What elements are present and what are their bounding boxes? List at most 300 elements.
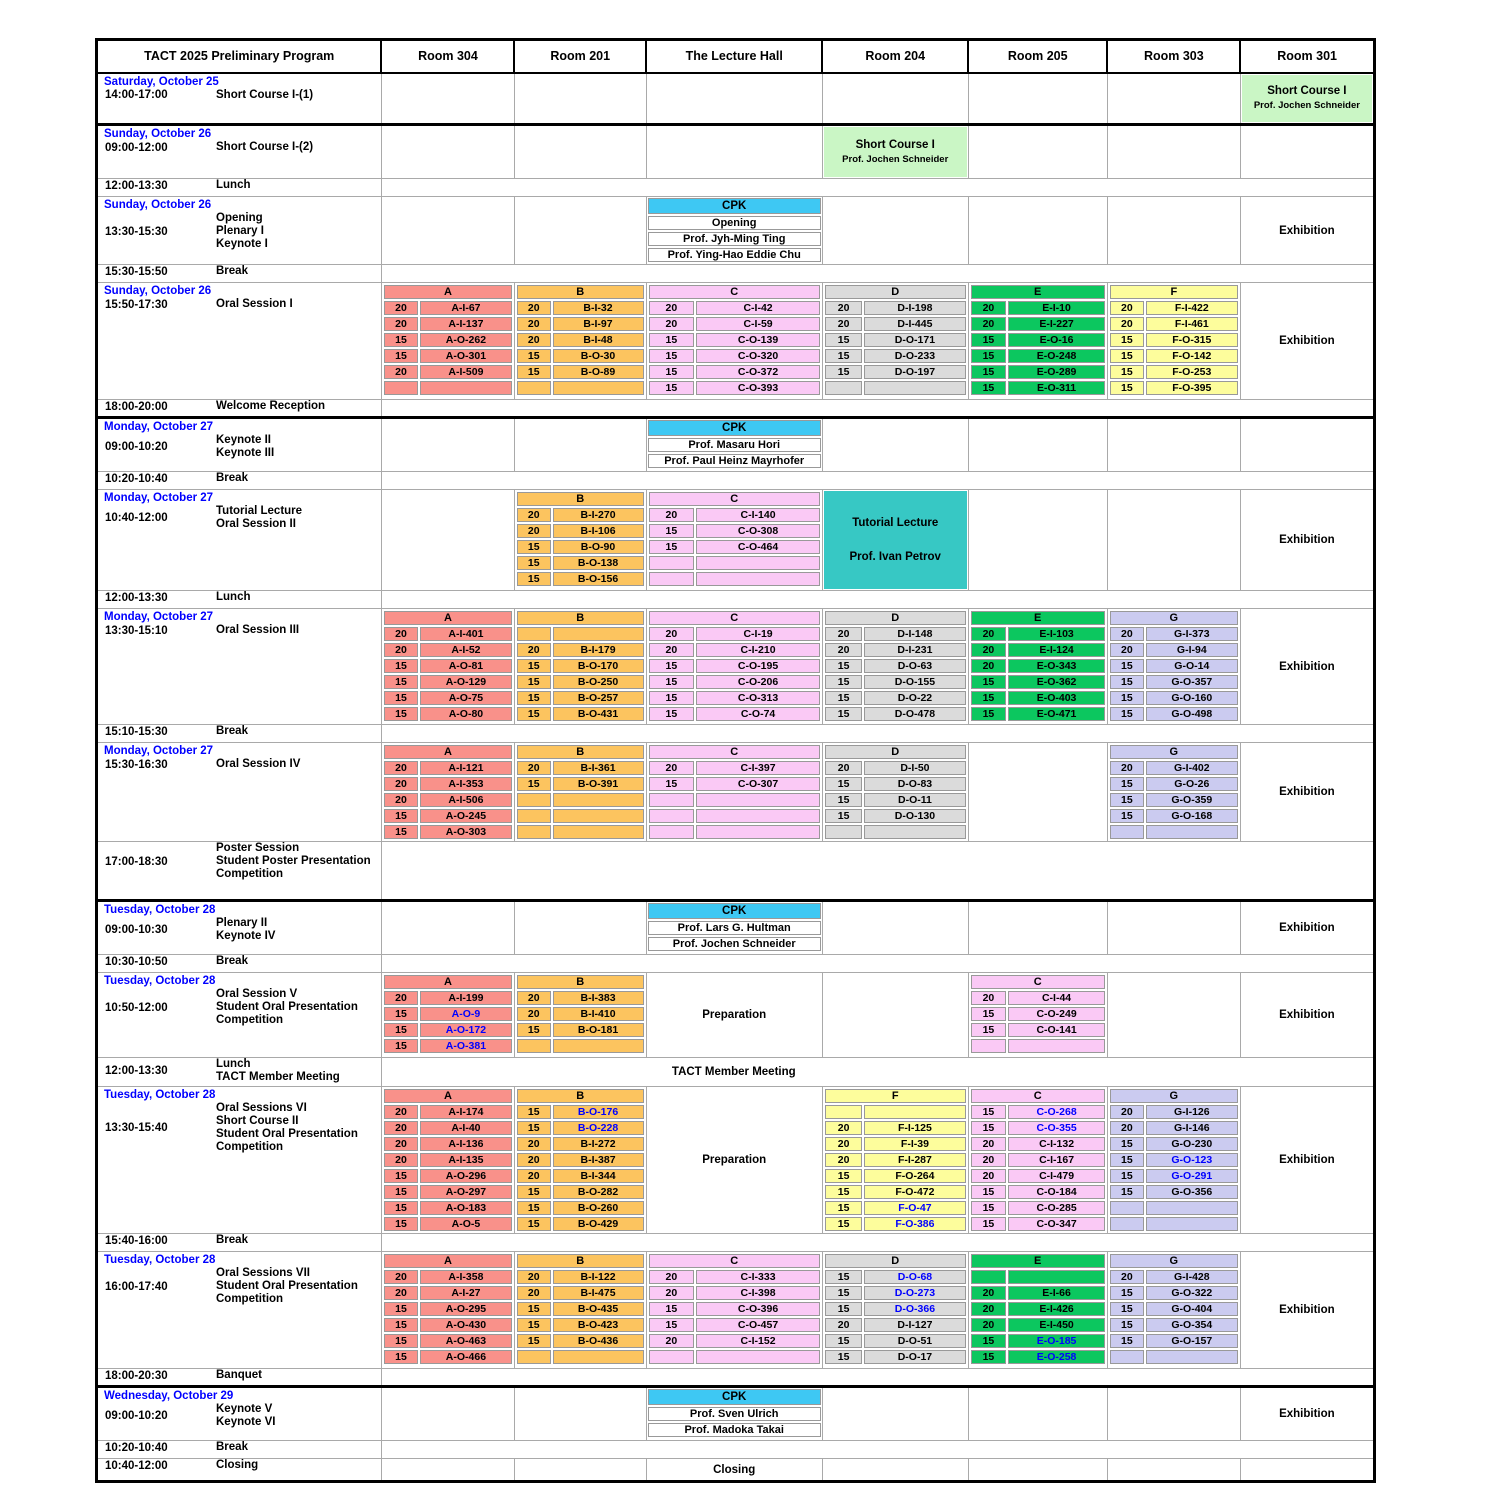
- monday-keynotes--lecture-hall: [646, 418, 822, 472]
- event-label: Student Oral Presentation Competition: [216, 1001, 358, 1026]
- session-row: [517, 1302, 644, 1316]
- duration: 15: [1110, 1318, 1144, 1332]
- duration: 20: [971, 1318, 1007, 1332]
- paper-id: C-O-139: [696, 333, 820, 347]
- monday-keynotes--room-205: [968, 418, 1107, 472]
- break-1: [97, 265, 1375, 283]
- event-label: Lunch: [216, 1058, 251, 1070]
- session-row: [1110, 675, 1238, 689]
- session-row: [971, 349, 1105, 363]
- session-row: [971, 1286, 1105, 1300]
- session-row: [971, 1137, 1105, 1151]
- duration: 15: [825, 659, 862, 673]
- time-range: 10:40-12:00: [105, 512, 168, 524]
- session-row: [825, 643, 966, 657]
- duration: 15: [971, 1023, 1007, 1037]
- event-label: Plenary I: [216, 225, 264, 237]
- session-letter: D: [825, 745, 966, 759]
- paper-id: G-O-26: [1146, 777, 1238, 791]
- duration: 15: [649, 524, 695, 538]
- event-label: Short Course I-(1): [216, 88, 314, 101]
- session-row: [517, 556, 644, 570]
- session-row: [649, 675, 820, 689]
- duration: 15: [649, 675, 695, 689]
- duration: 15: [649, 1318, 695, 1332]
- duration: 15: [1110, 1137, 1144, 1151]
- lunch-sunday--label-cell: [97, 179, 382, 197]
- session-row: [1110, 1334, 1238, 1348]
- session-table-E: [969, 1252, 1107, 1366]
- paper-id: C-I-140: [696, 508, 820, 522]
- oral-session-4--room-205: [968, 743, 1107, 842]
- duration: 15: [825, 707, 862, 721]
- session-row: [384, 1350, 512, 1364]
- session-letter: B: [517, 492, 644, 506]
- session-row: [1110, 301, 1238, 315]
- paper-id: [420, 381, 512, 395]
- oral-session-7--room-205: [968, 1252, 1107, 1369]
- duration: 15: [971, 1121, 1007, 1135]
- paper-id: B-O-228: [553, 1121, 644, 1135]
- duration: 15: [517, 556, 551, 570]
- event-block: [1242, 75, 1372, 123]
- session-table-D: [823, 283, 968, 397]
- duration: 15: [1110, 365, 1144, 379]
- cell-text: Exhibition: [1279, 660, 1335, 673]
- session-row: [384, 1185, 512, 1199]
- paper-id: D-O-273: [864, 1286, 965, 1300]
- session-letter: D: [825, 1254, 966, 1268]
- event-label: Break: [216, 1441, 248, 1453]
- duration: 15: [825, 691, 862, 705]
- paper-id: F-O-472: [864, 1185, 965, 1199]
- paper-id: D-I-127: [864, 1318, 965, 1332]
- duration: 15: [384, 707, 418, 721]
- time-range: 10:50-12:00: [105, 1001, 168, 1014]
- session-row: [517, 317, 644, 331]
- event-label: Lunch: [216, 179, 251, 191]
- paper-id: C-O-464: [696, 540, 820, 554]
- paper-id: E-I-10: [1008, 301, 1105, 315]
- duration: 20: [649, 643, 695, 657]
- paper-id: G-O-291: [1146, 1169, 1238, 1183]
- closing--room-205: [968, 1459, 1107, 1482]
- cpk-title: CPK: [648, 903, 821, 919]
- closing--room-201: [514, 1459, 646, 1482]
- paper-id: D-O-63: [864, 659, 965, 673]
- duration: 20: [971, 301, 1007, 315]
- event-label: Keynote I: [216, 238, 268, 250]
- duration: 15: [517, 349, 551, 363]
- paper-id: F-O-315: [1146, 333, 1238, 347]
- event-label: Oral Session IV: [216, 758, 301, 770]
- paper-id: D-O-233: [864, 349, 965, 363]
- oral-session-7--lecture-hall: [646, 1252, 822, 1369]
- paper-id: C-I-167: [1008, 1153, 1105, 1167]
- oral-session-5--lecture-hall: [646, 973, 822, 1058]
- oral-session-1--room-303: [1107, 283, 1240, 400]
- paper-id: G-O-160: [1146, 691, 1238, 705]
- session-row: [517, 349, 644, 363]
- cell-text: Exhibition: [1279, 922, 1335, 934]
- paper-id: F-I-39: [864, 1137, 965, 1151]
- session-row: [649, 301, 820, 315]
- session-row: [825, 627, 966, 641]
- cell-text: Closing: [713, 1463, 756, 1476]
- session-table-B: [515, 609, 646, 723]
- duration: 15: [1110, 675, 1144, 689]
- oral-session-1--room-304: [381, 283, 514, 400]
- tutorial-oral-session-2--lecture-hall: [646, 490, 822, 591]
- paper-id: C-I-152: [696, 1334, 820, 1348]
- oral-session-3--room-201: [514, 609, 646, 725]
- session-table-B: [515, 1087, 646, 1233]
- time-range: 13:30-15:40: [105, 1122, 168, 1134]
- cpk-title: CPK: [648, 1389, 821, 1405]
- paper-id: B-I-383: [553, 991, 644, 1005]
- day-heading: Sunday, October 26: [104, 285, 212, 297]
- event-label: Student Oral Presentation Competition: [216, 1128, 358, 1153]
- session-row: [517, 1121, 644, 1135]
- paper-id: B-I-32: [553, 301, 644, 315]
- session-row: [384, 1023, 512, 1037]
- paper-id: [696, 793, 820, 807]
- session-row: [384, 627, 512, 641]
- paper-id: [864, 825, 965, 839]
- oral-session-3--label-cell: [97, 609, 382, 725]
- duration: 20: [825, 1153, 862, 1167]
- duration: [517, 1039, 551, 1053]
- duration: 20: [517, 317, 551, 331]
- session-row: [649, 556, 820, 570]
- tutorial-oral-session-2--room-301: [1240, 490, 1374, 591]
- duration: 20: [971, 1302, 1007, 1316]
- event-label: Poster Session: [216, 842, 300, 854]
- paper-id: B-O-429: [553, 1217, 644, 1231]
- wednesday-keynotes--room-303: [1107, 1387, 1240, 1441]
- duration: 15: [971, 675, 1007, 689]
- paper-id: A-I-174: [420, 1105, 512, 1119]
- session-letter: A: [384, 975, 512, 989]
- session-row: [517, 691, 644, 705]
- duration: 20: [825, 1318, 862, 1332]
- paper-id: B-O-435: [553, 1302, 644, 1316]
- session-row: [971, 627, 1105, 641]
- paper-id: A-I-401: [420, 627, 512, 641]
- session-row: [384, 317, 512, 331]
- session-row: [517, 1007, 644, 1021]
- paper-id: A-O-183: [420, 1201, 512, 1215]
- duration: 15: [825, 1169, 862, 1183]
- duration: 20: [384, 1153, 418, 1167]
- break-3--merged: [381, 725, 1374, 743]
- break-4--label-cell: [97, 955, 382, 973]
- duration: 15: [825, 675, 862, 689]
- room-header-room-204: Room 204: [822, 40, 968, 73]
- sunday-short-course--room-201: [514, 125, 646, 179]
- session-row: [517, 1201, 644, 1215]
- oral-session-6--room-301: [1240, 1087, 1374, 1234]
- paper-id: B-O-170: [553, 659, 644, 673]
- session-row: [517, 381, 644, 395]
- session-row: [649, 659, 820, 673]
- paper-id: G-O-123: [1146, 1153, 1238, 1167]
- oral-session-6--room-204: [822, 1087, 968, 1234]
- session-row: [517, 643, 644, 657]
- session-row: [384, 1039, 512, 1053]
- paper-id: G-O-157: [1146, 1334, 1238, 1348]
- session-row: [517, 333, 644, 347]
- session-row: [649, 777, 820, 791]
- session-row: [825, 365, 966, 379]
- wednesday-keynotes--room-301: [1240, 1387, 1374, 1441]
- session-row: [1110, 333, 1238, 347]
- session-row: [1110, 1153, 1238, 1167]
- oral-session-7--room-301: [1240, 1252, 1374, 1369]
- duration: 15: [517, 1318, 551, 1332]
- session-row: [1110, 691, 1238, 705]
- lunch-sunday--merged: [381, 179, 1374, 197]
- duration: 20: [384, 627, 418, 641]
- session-row: [649, 1302, 820, 1316]
- session-row: [971, 1318, 1105, 1332]
- session-letter: B: [517, 1089, 644, 1103]
- session-table-B: [515, 283, 646, 397]
- session-row: [384, 991, 512, 1005]
- paper-id: D-O-22: [864, 691, 965, 705]
- event-label: Student Oral Presentation Competition: [216, 1280, 358, 1305]
- tutorial-oral-session-2--room-304: [381, 490, 514, 591]
- saturday-short-course--room-301: [1240, 73, 1374, 125]
- duration: 15: [517, 777, 551, 791]
- paper-id: B-O-436: [553, 1334, 644, 1348]
- duration: [1110, 825, 1144, 839]
- program-title: TACT 2025 Preliminary Program: [97, 40, 382, 73]
- duration: 15: [1110, 1153, 1144, 1167]
- duration: 15: [1110, 777, 1144, 791]
- session-table-G: [1108, 1087, 1240, 1233]
- paper-id: D-O-68: [864, 1270, 965, 1284]
- session-row: [1110, 1270, 1238, 1284]
- sunday-opening--room-201: [514, 197, 646, 265]
- session-row: [1110, 1201, 1238, 1215]
- duration: 15: [1110, 381, 1144, 395]
- paper-id: A-O-296: [420, 1169, 512, 1183]
- session-row: [384, 691, 512, 705]
- event-label: Break: [216, 265, 248, 277]
- session-letter: A: [384, 1254, 512, 1268]
- session-row: [825, 809, 966, 823]
- lunch-tact-member-meeting--merged: [381, 1058, 1374, 1087]
- paper-id: A-O-466: [420, 1350, 512, 1364]
- paper-id: G-O-230: [1146, 1137, 1238, 1151]
- sunday-opening--room-204: [822, 197, 968, 265]
- session-letter: G: [1110, 1089, 1238, 1103]
- paper-id: C-O-320: [696, 349, 820, 363]
- session-row: [825, 691, 966, 705]
- tuesday-plenary--room-204: [822, 901, 968, 955]
- duration: 20: [971, 317, 1007, 331]
- paper-id: C-I-210: [696, 643, 820, 657]
- duration: 15: [1110, 707, 1144, 721]
- duration: 15: [971, 1217, 1007, 1231]
- session-row: [384, 301, 512, 315]
- session-row: [971, 1023, 1105, 1037]
- wednesday-keynotes: [97, 1387, 1375, 1441]
- session-row: [971, 1302, 1105, 1316]
- paper-id: B-O-431: [553, 707, 644, 721]
- tutorial-oral-session-2--room-205: [968, 490, 1107, 591]
- session-row: [825, 1105, 966, 1119]
- sunday-short-course--label-cell: [97, 125, 382, 179]
- time-range: 15:40-16:00: [105, 1234, 168, 1247]
- room-header-room-304: Room 304: [381, 40, 514, 73]
- paper-id: G-O-14: [1146, 659, 1238, 673]
- paper-id: D-I-198: [864, 301, 965, 315]
- paper-id: A-I-199: [420, 991, 512, 1005]
- duration: [384, 381, 418, 395]
- paper-id: G-I-94: [1146, 643, 1238, 657]
- block-line: Short Course I: [1267, 85, 1347, 98]
- duration: 20: [517, 1137, 551, 1151]
- day-heading: Sunday, October 26: [104, 199, 212, 211]
- session-row: [384, 707, 512, 721]
- paper-id: B-I-48: [553, 333, 644, 347]
- banquet--merged: [381, 1369, 1374, 1387]
- session-row: [1110, 777, 1238, 791]
- paper-id: E-O-311: [1008, 381, 1105, 395]
- session-table-C: [969, 973, 1107, 1055]
- paper-id: D-O-366: [864, 1302, 965, 1316]
- duration: 15: [825, 1350, 862, 1364]
- session-letter: E: [971, 285, 1105, 299]
- paper-id: D-O-130: [864, 809, 965, 823]
- session-row: [1110, 1185, 1238, 1199]
- duration: 15: [1110, 1286, 1144, 1300]
- block-line: Prof. Jochen Schneider: [842, 154, 949, 165]
- paper-id: [864, 381, 965, 395]
- session-row: [1110, 825, 1238, 839]
- block-line: Prof. Jochen Schneider: [1253, 100, 1360, 112]
- paper-id: C-O-184: [1008, 1185, 1105, 1199]
- session-row: [649, 691, 820, 705]
- session-table-G: [1108, 609, 1240, 723]
- paper-id: C-O-457: [696, 1318, 820, 1332]
- paper-id: B-O-156: [553, 572, 644, 586]
- duration: 20: [384, 1286, 418, 1300]
- paper-id: C-O-206: [696, 675, 820, 689]
- duration: 20: [384, 1121, 418, 1135]
- cpk-row: Prof. Jochen Schneider: [648, 937, 821, 951]
- session-row: [649, 1286, 820, 1300]
- tuesday-plenary--label-cell: [97, 901, 382, 955]
- session-row: [971, 381, 1105, 395]
- duration: 15: [1110, 809, 1144, 823]
- duration: 15: [384, 825, 418, 839]
- event-label: Keynote V: [216, 1403, 273, 1415]
- duration: 20: [1110, 643, 1144, 657]
- oral-session-3--room-301: [1240, 609, 1374, 725]
- session-row: [1110, 1350, 1238, 1364]
- paper-id: G-I-126: [1146, 1105, 1238, 1119]
- session-letter: B: [517, 745, 644, 759]
- paper-id: D-O-11: [864, 793, 965, 807]
- session-row: [971, 1153, 1105, 1167]
- welcome-reception--label-cell: [97, 400, 382, 418]
- session-row: [384, 365, 512, 379]
- sunday-opening--room-301: [1240, 197, 1374, 265]
- paper-id: C-O-285: [1008, 1201, 1105, 1215]
- break-2--merged: [381, 472, 1374, 490]
- session-row: [517, 1318, 644, 1332]
- duration: 15: [825, 1334, 862, 1348]
- break-6--label-cell: [97, 1441, 382, 1459]
- oral-session-4--room-201: [514, 743, 646, 842]
- saturday-short-course--room-304: [381, 73, 514, 125]
- cpk-title: CPK: [648, 420, 821, 436]
- paper-id: A-I-121: [420, 761, 512, 775]
- event-label: Short Course I-(2): [216, 141, 314, 153]
- session-letter: F: [1110, 285, 1238, 299]
- session-table-C: [647, 743, 822, 841]
- duration: 15: [517, 707, 551, 721]
- break-2--label-cell: [97, 472, 382, 490]
- paper-id: A-O-129: [420, 675, 512, 689]
- duration: 20: [825, 301, 862, 315]
- session-row: [517, 1039, 644, 1053]
- tutorial-oral-session-2--room-204: [822, 490, 968, 591]
- break-1--label-cell: [97, 265, 382, 283]
- session-row: [825, 1137, 966, 1151]
- event-label: Keynote III: [216, 447, 275, 459]
- cpk-block: [647, 419, 822, 469]
- duration: 15: [384, 809, 418, 823]
- session-row: [649, 333, 820, 347]
- oral-session-6--room-303: [1107, 1087, 1240, 1234]
- paper-id: [1146, 1217, 1238, 1231]
- duration: 15: [825, 1201, 862, 1215]
- cpk-block: [647, 1388, 822, 1438]
- paper-id: A-O-75: [420, 691, 512, 705]
- session-row: [971, 333, 1105, 347]
- oral-session-4--label-cell: [97, 743, 382, 842]
- paper-id: D-I-50: [864, 761, 965, 775]
- session-letter: E: [971, 1254, 1105, 1268]
- day-heading: Monday, October 27: [104, 421, 214, 433]
- duration: 15: [1110, 793, 1144, 807]
- room-header-room-303: Room 303: [1107, 40, 1240, 73]
- session-row: [1110, 1121, 1238, 1135]
- session-row: [384, 675, 512, 689]
- session-row: [649, 524, 820, 538]
- paper-id: D-I-445: [864, 317, 965, 331]
- time-range: 18:00-20:00: [105, 400, 168, 413]
- session-row: [1110, 659, 1238, 673]
- duration: 15: [1110, 1302, 1144, 1316]
- paper-id: A-O-297: [420, 1185, 512, 1199]
- session-table-B: [515, 490, 646, 588]
- paper-id: F-I-287: [864, 1153, 965, 1167]
- session-row: [1110, 317, 1238, 331]
- duration: 15: [971, 1350, 1007, 1364]
- duration: 15: [384, 1334, 418, 1348]
- session-row: [825, 1169, 966, 1183]
- day-heading: Tuesday, October 28: [104, 1089, 216, 1101]
- session-row: [825, 659, 966, 673]
- tuesday-plenary--room-201: [514, 901, 646, 955]
- paper-id: A-I-136: [420, 1137, 512, 1151]
- session-table-C: [647, 1252, 822, 1366]
